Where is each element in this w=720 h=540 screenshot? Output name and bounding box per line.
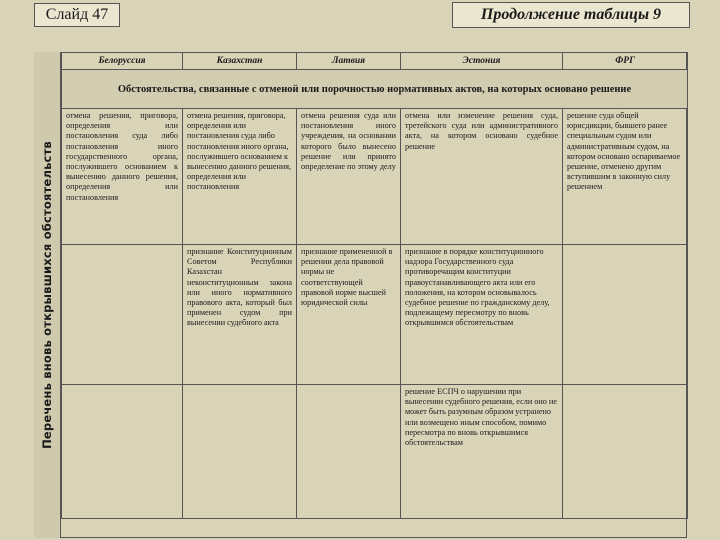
table-cell	[563, 245, 688, 385]
table-cell	[62, 385, 183, 519]
side-vertical-header	[34, 52, 61, 538]
table-cell: признание Конституционным Советом Республики Казахстан неконституционным закона или иного нормативного правового акта, который был применен судом при вынесении судебного акта	[183, 245, 297, 385]
column-header-row	[62, 53, 688, 70]
table-row	[62, 385, 688, 519]
table-continuation-title: Продолжение таблицы 9	[452, 2, 690, 28]
merged-header-row	[62, 70, 688, 109]
table-cell: решение ЕСПЧ о нарушении при вынесении судебного решения, если оно не может быть разумным образом устранено или возмещено иным способом, помимо пересмотра по вновь открывшимся обстоятельствам	[401, 385, 563, 519]
table-cell	[563, 385, 688, 519]
column-header-latvia: Латвия	[297, 53, 401, 70]
table-cell	[62, 245, 183, 385]
column-header-estonia: Эстония	[401, 53, 563, 70]
table-cell: решение суда общей юрисдикции, бывшего ранее специальным судом или административным судом, на котором основано оспариваемое решение, отменено другим вступившим в законную силу решением	[563, 109, 688, 245]
side-vertical-label: Перечень вновь открывшихся обстоятельств	[40, 141, 54, 449]
table-cell: признание примененной в решении дела правовой нормы не соответствующей правовой норме высшей юридической силы	[297, 245, 401, 385]
table-cell: отмена или изменение решения суда, третейского суда или административного акта, на котором основано судебное решение	[401, 109, 563, 245]
table-cell: отмена решения, приговора, определения или постановления суда либо постановления иного органа, послужившего основанием к вынесению данного решения, определения или постановления	[183, 109, 297, 245]
column-header-kazakhstan: Казахстан	[183, 53, 297, 70]
comparison-table	[61, 52, 688, 519]
table-row	[62, 245, 688, 385]
merged-section-header: Обстоятельства, связанные с отменой или порочностью нормативных актов, на которых основано решение	[62, 70, 688, 109]
table-cell: признание в порядке конституционного надзора Государственного суда противоречащим конституции правоустанавливающего акта или его положения, на котором основывалось судебное решение по гражданскому делу, подлежащему пересмотру по вновь открывшимся обстоятельствам	[401, 245, 563, 385]
slide-number-label: Слайд 47	[34, 3, 120, 27]
column-header-belarus: Белоруссия	[62, 53, 183, 70]
table-cell	[297, 385, 401, 519]
table-cell	[183, 385, 297, 519]
column-header-germany: ФРГ	[563, 53, 688, 70]
table-row	[62, 109, 688, 245]
table-cell: отмена решения суда или постановления иного учреждения, на основании которого было вынесено решение или принято определение по этому делу	[297, 109, 401, 245]
table-cell: отмена решения, приговора, определения или постановления суда либо постановления иного государственного органа, послужившего основанием к вынесению данного решения, определения или постановления	[62, 109, 183, 245]
